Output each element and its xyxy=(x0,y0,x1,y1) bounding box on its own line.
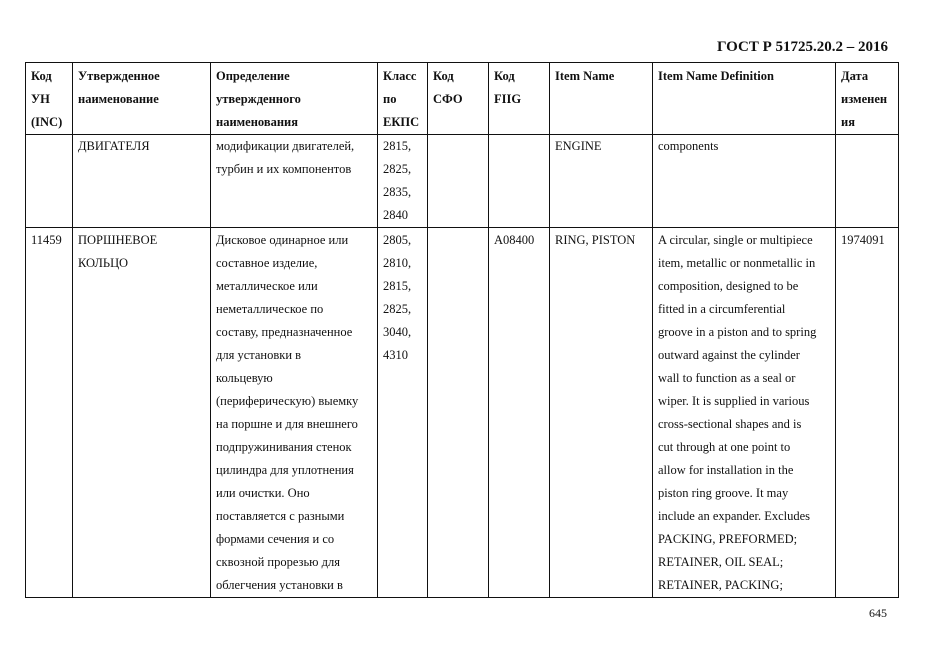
text-line: include an expander. Excludes xyxy=(658,509,811,523)
text-line: металлическое или xyxy=(216,279,318,293)
text-line: FIIG xyxy=(494,92,522,106)
table-header-row xyxy=(26,63,899,135)
text-line: Код xyxy=(31,69,52,83)
text-line: по xyxy=(383,92,397,106)
text-line: или очистки. Оно xyxy=(216,486,310,500)
text-line: СФО xyxy=(433,92,463,106)
header-item-name xyxy=(550,63,653,135)
text-line: Код xyxy=(494,69,515,83)
text-line: 2825, xyxy=(383,302,412,316)
text-line: wiper. It is supplied in various xyxy=(658,394,810,408)
text-line: Дата xyxy=(841,69,869,83)
header-definition xyxy=(211,63,378,135)
text-line: 2840 xyxy=(383,208,408,222)
text-line: 2815, xyxy=(383,279,412,293)
header-fiig-code xyxy=(489,63,550,135)
text-line: (периферическую) выемку xyxy=(216,394,359,408)
text-line: cut through at one point to xyxy=(658,440,791,454)
cell-ekps-class xyxy=(378,135,428,228)
text-line: Item Name xyxy=(555,69,615,83)
text-line: 2815, xyxy=(383,139,412,153)
cell-sfo-code xyxy=(428,228,489,598)
cell-item-name-definition xyxy=(653,228,836,598)
text-line: RING, PISTON xyxy=(555,233,636,247)
text-line: 2810, xyxy=(383,256,412,270)
cell-fiig-code xyxy=(489,135,550,228)
text-line: Класс xyxy=(383,69,417,83)
text-line: composition, designed to be xyxy=(658,279,799,293)
table-row xyxy=(26,228,899,598)
text-line: outward against the cylinder xyxy=(658,348,800,362)
text-line: изменен xyxy=(841,92,888,106)
header-inc xyxy=(26,63,73,135)
standard-code: ГОСТ Р 51725.20.2 – 2016 xyxy=(716,39,888,55)
text-line: 2825, xyxy=(383,162,412,176)
cell-approved-name xyxy=(73,135,211,228)
text-line: подпружинивания стенок xyxy=(216,440,352,454)
cell-approved-name xyxy=(73,228,211,598)
text-line: неметаллическое по xyxy=(216,302,324,316)
text-line: Определение xyxy=(216,69,290,83)
cell-change-date: 1974091 xyxy=(836,228,899,598)
gost-table xyxy=(25,62,899,598)
text-line: облегчения установки в xyxy=(216,578,343,592)
header-item-name-definition xyxy=(653,63,836,135)
text-line: наименования xyxy=(216,115,299,129)
text-line: ия xyxy=(841,115,855,129)
text-line: модификации двигателей, xyxy=(216,139,355,153)
header-ekps-class xyxy=(378,63,428,135)
text-line: 3040, xyxy=(383,325,412,339)
text-line: ДВИГАТЕЛЯ xyxy=(78,139,150,153)
cell-item-name xyxy=(550,228,653,598)
cell-inc xyxy=(26,135,73,228)
text-line: 2835, xyxy=(383,185,412,199)
text-line: Код xyxy=(433,69,454,83)
header-approved-name xyxy=(73,63,211,135)
text-line: RETAINER, OIL SEAL; xyxy=(658,555,784,569)
cell-sfo-code xyxy=(428,135,489,228)
cell-definition xyxy=(211,228,378,598)
text-line: Item Name Definition xyxy=(658,69,774,83)
text-line: (INC) xyxy=(31,115,63,129)
text-line: fitted in a circumferential xyxy=(658,302,786,316)
text-line: ENGINE xyxy=(555,139,602,153)
cell-item-name-definition xyxy=(653,135,836,228)
text-line: для установки в xyxy=(216,348,302,362)
cell-fiig-code: A08400 xyxy=(489,228,550,598)
text-line: ПОРШНЕВОЕ xyxy=(78,233,158,247)
cell-item-name xyxy=(550,135,653,228)
text-line: piston ring groove. It may xyxy=(658,486,789,500)
text-line: турбин и их компонентов xyxy=(216,162,352,176)
text-line: PACKING, PREFORMED; xyxy=(658,532,798,546)
text-line: кольцевую xyxy=(216,371,273,385)
text-line: утвержденного xyxy=(216,92,301,106)
text-line: на поршне и для внешнего xyxy=(216,417,358,431)
text-line: наименование xyxy=(78,92,159,106)
text-line: ЕКПС xyxy=(383,115,420,129)
text-line: groove in a piston and to spring xyxy=(658,325,817,339)
text-line: формами сечения и со xyxy=(216,532,335,546)
text-line: 4310 xyxy=(383,348,408,362)
text-line: составное изделие, xyxy=(216,256,318,270)
text-line: item, metallic or nonmetallic in xyxy=(658,256,816,270)
text-line: 2805, xyxy=(383,233,412,247)
text-line: поставляется с разными xyxy=(216,509,345,523)
text-line: Утвержденное xyxy=(78,69,160,83)
table-row xyxy=(26,135,899,228)
text-line: Дисковое одинарное или xyxy=(216,233,349,247)
text-line: КОЛЬЦО xyxy=(78,256,128,270)
page-number: 645 xyxy=(869,606,887,620)
text-line: cross-sectional shapes and is xyxy=(658,417,802,431)
cell-definition xyxy=(211,135,378,228)
cell-inc: 11459 xyxy=(26,228,73,598)
text-line: составу, предназначенное xyxy=(216,325,353,339)
text-line: allow for installation in the xyxy=(658,463,794,477)
cell-ekps-class xyxy=(378,228,428,598)
text-line: цилиндра для уплотнения xyxy=(216,463,354,477)
text-line: components xyxy=(658,139,719,153)
cell-change-date xyxy=(836,135,899,228)
text-line: RETAINER, PACKING; xyxy=(658,578,783,592)
text-line: A circular, single or multipiece xyxy=(658,233,813,247)
text-line: wall to function as a seal or xyxy=(658,371,796,385)
header-change-date xyxy=(836,63,899,135)
text-line: сквозной прорезью для xyxy=(216,555,340,569)
text-line: УН xyxy=(31,92,50,106)
header-sfo-code xyxy=(428,63,489,135)
